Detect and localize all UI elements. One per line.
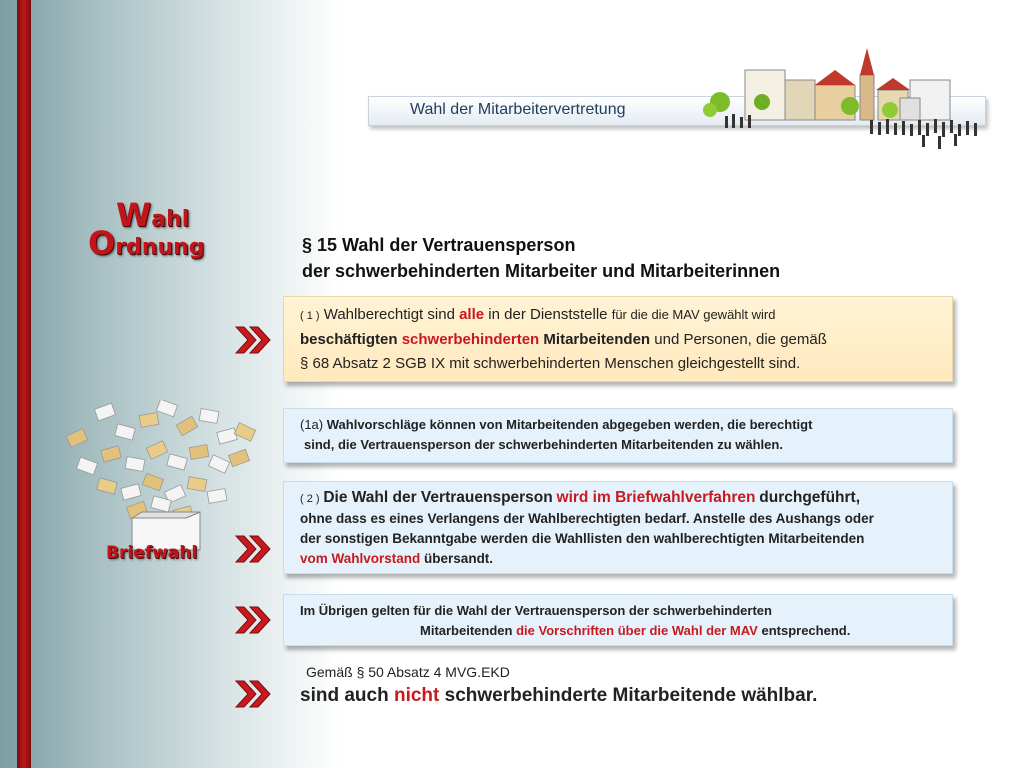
paragraph-3-box: Im Übrigen gelten für die Wahl der Vertrauensperson der schwerbehinderten Mitarbeitenden die Vorschriften über die Wahl der MAV entsprechend.: [283, 594, 953, 646]
wahlordnung-logo: Wahl Ordnung: [88, 196, 205, 262]
section-heading: § 15 Wahl der Vertrauensperson der schwerbehinderten Mitarbeiter und Mitarbeiterinnen: [302, 235, 781, 281]
left-gradient-background: [0, 0, 340, 768]
briefwahl-label: Briefwahl: [106, 543, 198, 563]
red-stripe: [17, 0, 31, 768]
footer-reference: Gemäß § 50 Absatz 4 MVG.EKD: [306, 664, 510, 680]
double-chevron-icon: [234, 603, 274, 637]
city-illustration: [700, 40, 990, 155]
envelopes-illustration: [58, 400, 268, 560]
footer-statement: sind auch nicht schwerbehinderte Mitarbeitende wählbar.: [300, 685, 818, 706]
paragraph-2-box: ( 2 ) Die Wahl der Vertrauensperson wird im Briefwahlverfahren durchgeführt, ohne dass es eines Verlangens der Wahlberechtigten bedarf. Anstelle des Aushangs oder der sonstigen Bekanntgabe werden die Wahllisten den wahlberechtigten Mitarbeitenden vom Wahlvorstand übersandt.: [283, 481, 953, 574]
paragraph-1a-box: (1a) Wahlvorschläge können von Mitarbeitenden abgegeben werden, die berechtigt sind, die Vertrauensperson der schwerbehinderten Mitarbeitenden zu wählen.: [283, 408, 953, 463]
double-chevron-icon: [234, 323, 274, 357]
double-chevron-icon: [234, 677, 274, 711]
page-title: Wahl der Mitarbeitervertretung: [410, 101, 626, 118]
paragraph-1-box: ( 1 ) Wahlberechtigt sind alle in der Dienststelle für die die MAV gewählt wird beschäftigten schwerbehinderten Mitarbeitenden und Personen, die gemäß § 68 Absatz 2 SGB IX mit schwerbehinderten Menschen gleichgestellt sind.: [283, 296, 953, 382]
